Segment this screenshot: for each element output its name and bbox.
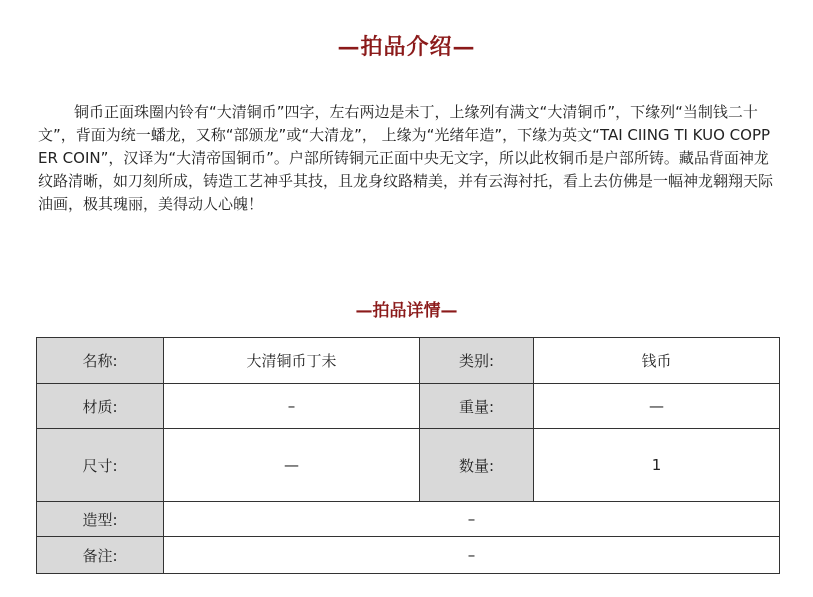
size-label: 尺寸:: [37, 429, 164, 502]
material-value: –: [164, 384, 420, 429]
name-value: 大清铜币丁未: [164, 338, 420, 384]
table-row: [37, 537, 780, 574]
table-row: [37, 502, 780, 537]
material-label: 材质:: [37, 384, 164, 429]
quantity-value: 1: [534, 429, 780, 502]
weight-label: 重量:: [420, 384, 534, 429]
shape-value: –: [164, 502, 780, 537]
category-label: 类别:: [420, 338, 534, 384]
name-label: 名称:: [37, 338, 164, 384]
remarks-value: –: [164, 537, 780, 574]
table-row: [37, 384, 780, 429]
quantity-label: 数量:: [420, 429, 534, 502]
remarks-label: 备注:: [37, 537, 164, 574]
details-title: —拍品详情—: [355, 301, 458, 321]
size-value: —: [164, 429, 420, 502]
table-row: [37, 429, 780, 502]
weight-value: —: [534, 384, 780, 429]
page-title: —拍品介绍—: [337, 34, 476, 60]
shape-label: 造型:: [37, 502, 164, 537]
intro-paragraph: 铜币正面珠圈内铃有“大清铜币”四字，左右两边是未丁，上缘列有满文“大清铜币”，下缘列“当制钱二十文”，背面为统一蟠龙，又称“部颁龙”或“大清龙”， 上缘为“光绪年造”，下缘为英文“TAI CIING TI KUO COPPER COIN”，汉译为“大清帝国铜币”。户部所铸铜元正面中央无文字，所以此枚铜币是户部所铸。藏品背面神龙纹路清晰，如刀刻所成，铸造工艺神乎其技，且龙身纹路精美，并有云海衬托，看上去仿佛是一幅神龙翱翔天际油画，极其瑰丽，美得动人心魄！: [38, 103, 774, 213]
category-value: 钱币: [534, 338, 780, 384]
table-row: [37, 338, 780, 384]
details-table: [36, 337, 780, 574]
